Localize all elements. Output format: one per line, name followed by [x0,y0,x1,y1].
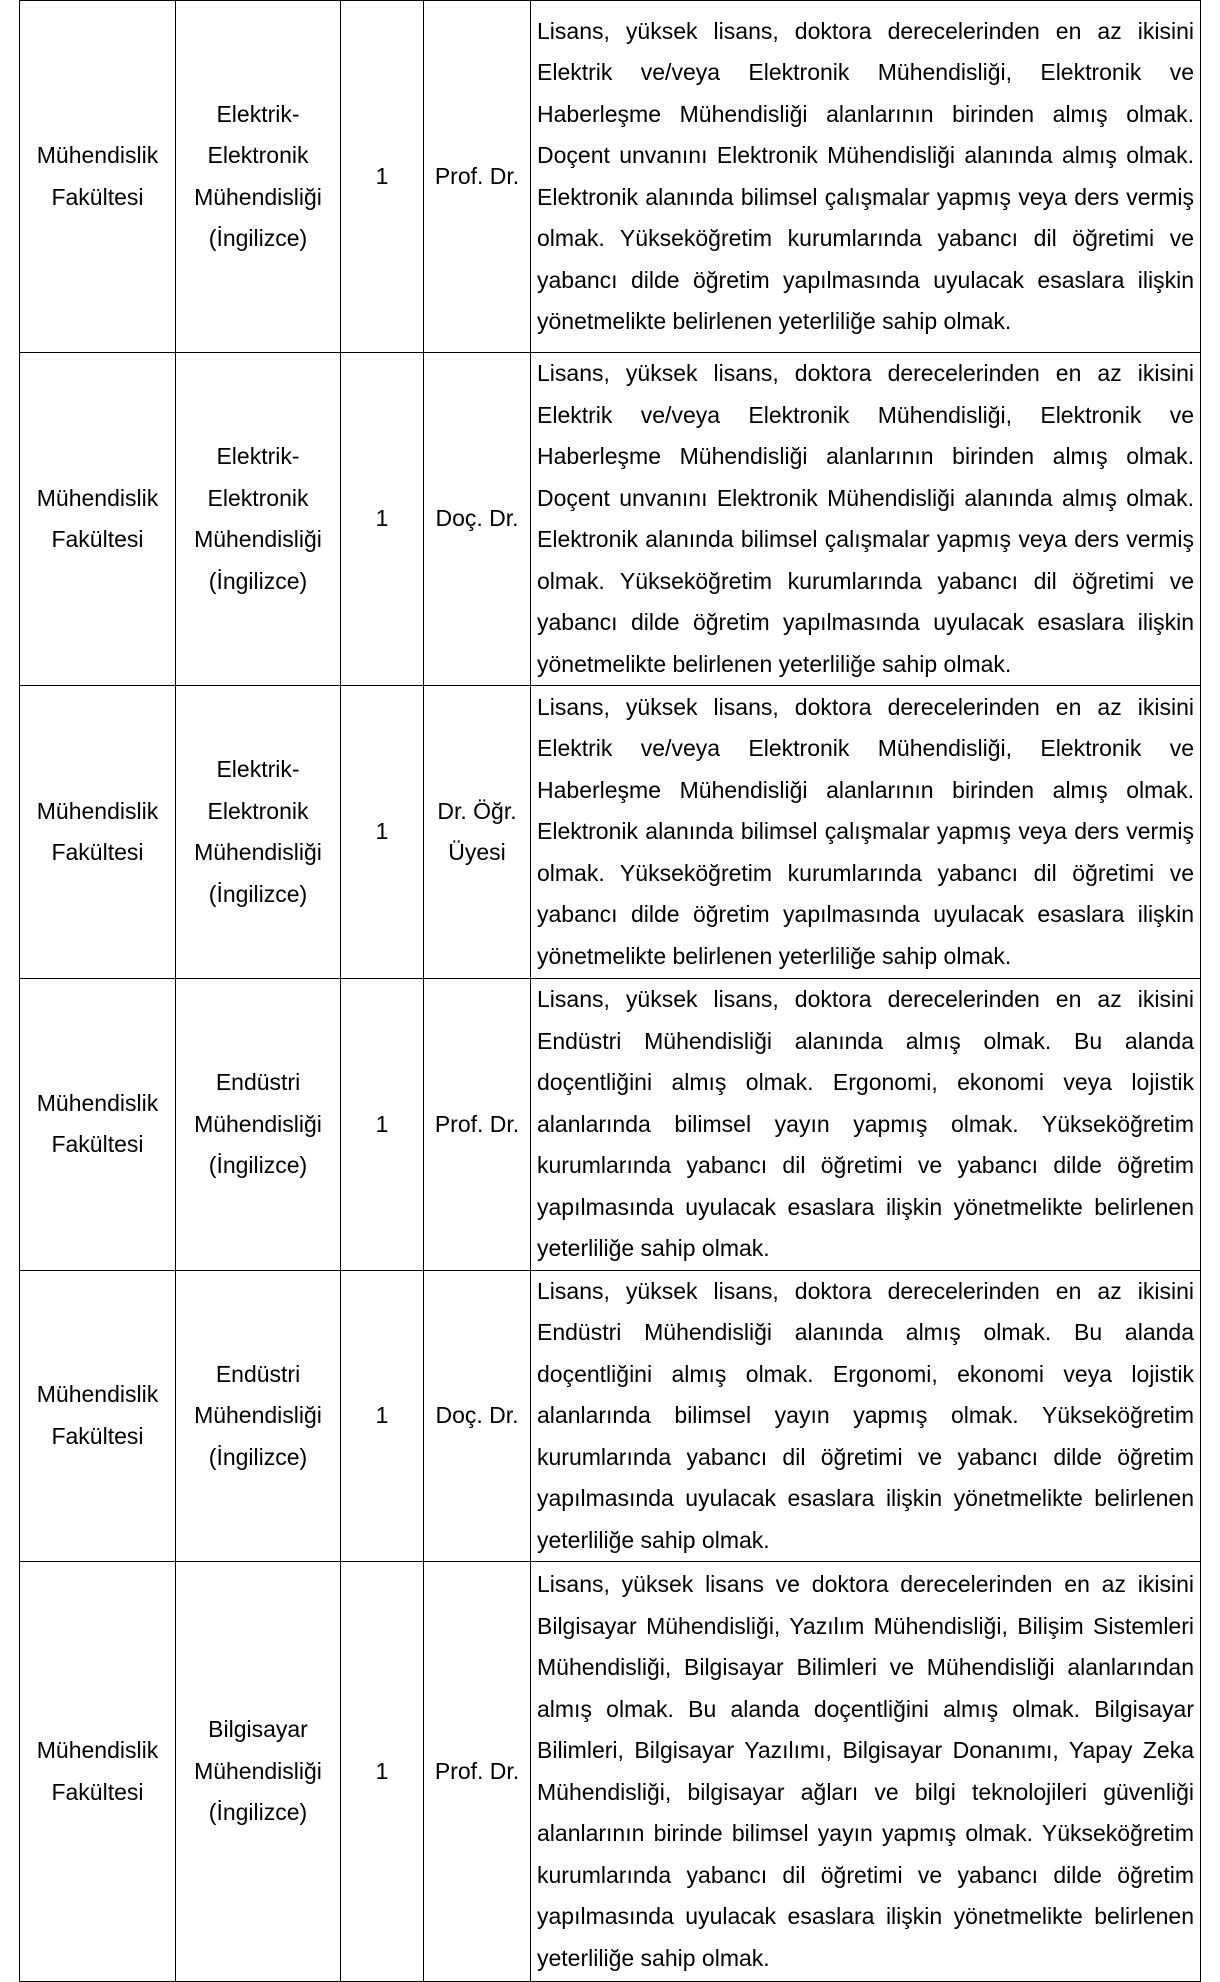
department-text: Endüstri Mühendisliği (İngilizce) [194,1360,322,1470]
title-cell: Doç. Dr. [424,1270,531,1562]
count-cell: 1 [341,686,424,979]
requirements-cell: Lisans, yüksek lisans, doktora derecelerinden en az ikisini Endüstri Mühendisliği alanında almış olmak. Bu alanda doçentliğini almış olmak. Ergonomi, ekonomi veya lojistik alanlarında bilimsel yayın yapmış olmak. Yükseköğretim kurumlarında yabancı dil öğretimi ve yabancı dilde öğretim yapılmasında uyulacak esaslara ilişkin yönetmelikte belirlenen yeterliliğe sahip olmak. [531,1270,1201,1562]
table-row [20,1270,1201,1562]
faculty-cell [20,686,176,979]
title-cell: Prof. Dr. [424,1562,531,1982]
faculty-text: Mühendislik Fakültesi [36,1381,159,1449]
department-cell [176,353,341,686]
department-text: Elektrik-Elektronik Mühendisliği (İngilizce) [194,100,322,251]
table-row [20,1562,1201,1982]
table-row [20,353,1201,686]
department-cell [176,979,341,1271]
table-row [20,1,1201,353]
department-cell [176,1,341,353]
title-cell: Prof. Dr. [424,979,531,1271]
faculty-cell [20,979,176,1271]
faculty-text: Mühendislik Fakültesi [36,142,159,210]
faculty-text: Mühendislik Fakültesi [36,1089,159,1158]
department-cell [176,1270,341,1562]
faculty-cell [20,353,176,686]
table-row [20,686,1201,979]
count-cell: 1 [341,979,424,1271]
positions-table [19,0,1201,1982]
requirements-cell: Lisans, yüksek lisans, doktora derecelerinden en az ikisini Elektrik ve/veya Elektronik Mühendisliği, Elektronik ve Haberleşme Mühendisliği alanlarının birinden almış olmak. Doçent unvanını Elektronik Mühendisliği alanında almış olmak. Elektronik alanında bilimsel çalışmalar yapmış veya ders vermiş olmak. Yükseköğretim kurumlarında yabancı dil öğretimi ve yabancı dilde öğretim yapılmasında uyulacak esaslara ilişkin yönetmelikte belirlenen yeterliliğe sahip olmak. [531,353,1201,686]
count-cell: 1 [341,1,424,353]
title-cell: Doç. Dr. [424,353,531,686]
table-row [20,979,1201,1271]
title-cell [424,686,531,979]
requirements-cell: Lisans, yüksek lisans, doktora derecelerinden en az ikisini Elektrik ve/veya Elektronik Mühendisliği, Elektronik ve Haberleşme Mühendisliği alanlarının birinden almış olmak. Elektronik alanında bilimsel çalışmalar yapmış veya ders vermiş olmak. Yükseköğretim kurumlarında yabancı dil öğretimi ve yabancı dilde öğretim yapılmasında uyulacak esaslara ilişkin yönetmelikte belirlenen yeterliliğe sahip olmak. [531,686,1201,979]
department-text: Elektrik-Elektronik Mühendisliği (İngilizce) [194,756,322,907]
count-cell: 1 [341,1270,424,1562]
count-cell: 1 [341,353,424,686]
requirements-cell: Lisans, yüksek lisans, doktora derecelerinden en az ikisini Elektrik ve/veya Elektronik Mühendisliği, Elektronik ve Haberleşme Mühendisliği alanlarının birinden almış olmak. Doçent unvanını Elektronik Mühendisliği alanında almış olmak. Elektronik alanında bilimsel çalışmalar yapmış veya ders vermiş olmak. Yükseköğretim kurumlarında yabancı dil öğretimi ve yabancı dilde öğretim yapılmasında uyulacak esaslara ilişkin yönetmelikte belirlenen yeterliliğe sahip olmak. [531,1,1201,353]
department-cell [176,1562,341,1982]
faculty-text: Mühendislik Fakültesi [36,484,159,552]
faculty-text: Mühendislik Fakültesi [36,1737,159,1805]
department-text: Endüstri Mühendisliği (İngilizce) [194,1069,322,1178]
title-cell: Prof. Dr. [424,1,531,353]
requirements-cell: Lisans, yüksek lisans ve doktora derecelerinden en az ikisini Bilgisayar Mühendisliği, Yazılım Mühendisliği, Bilişim Sistemleri Mühendisliği, Bilgisayar Bilimleri ve Mühendisliği alanlarından almış olmak. Bu alanda doçentliğini almış olmak. Bilgisayar Bilimleri, Bilgisayar Yazılımı, Bilgisayar Donanımı, Yapay Zeka Mühendisliği, bilgisayar ağları ve bilgi teknolojileri güvenliği alanlarının birinde bilimsel yayın yapmış olmak. Yükseköğretim kurumlarında yabancı dil öğretimi ve yabancı dilde öğretim yapılmasında uyulacak esaslara ilişkin yönetmelikte belirlenen yeterliliğe sahip olmak. [531,1562,1201,1982]
requirements-cell: Lisans, yüksek lisans, doktora derecelerinden en az ikisini Endüstri Mühendisliği alanında almış olmak. Bu alanda doçentliğini almış olmak. Ergonomi, ekonomi veya lojistik alanlarında bilimsel yayın yapmış olmak. Yükseköğretim kurumlarında yabancı dil öğretimi ve yabancı dilde öğretim yapılmasında uyulacak esaslara ilişkin yönetmelikte belirlenen yeterliliğe sahip olmak. [531,979,1201,1271]
department-text: Elektrik-Elektronik Mühendisliği (İngilizce) [194,443,322,594]
title-text: Dr. Öğr. Üyesi [437,797,517,865]
department-text: Bilgisayar Mühendisliği (İngilizce) [194,1716,322,1826]
department-cell [176,686,341,979]
faculty-cell [20,1270,176,1562]
faculty-text: Mühendislik Fakültesi [36,797,159,865]
faculty-cell [20,1562,176,1982]
count-cell: 1 [341,1562,424,1982]
faculty-cell [20,1,176,353]
